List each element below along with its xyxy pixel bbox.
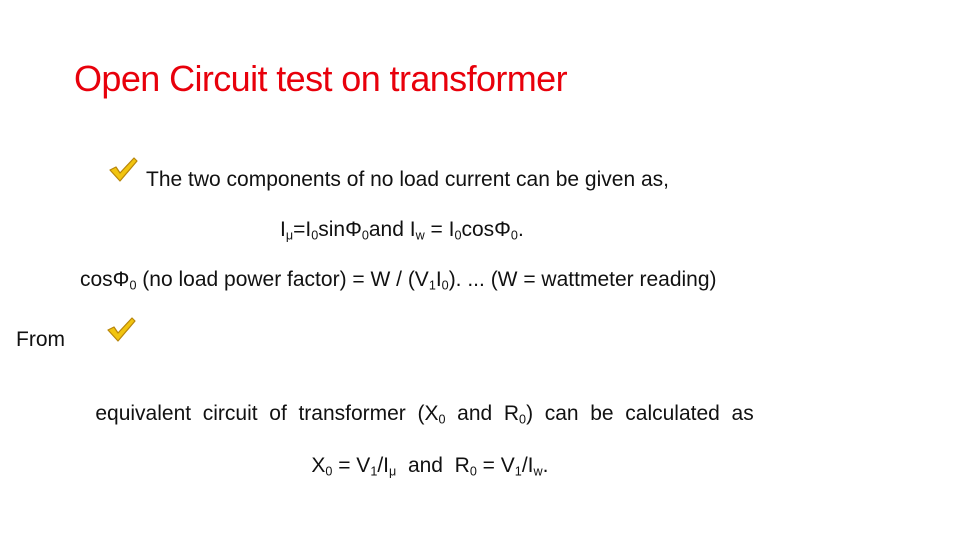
equivalent-circuit-text: equivalent circuit of transformer ($X_0$ and $R_0$) can be calculated as bbox=[95, 402, 754, 427]
slide-title: Open Circuit test on transformer bbox=[74, 58, 567, 99]
from-label: From bbox=[16, 328, 65, 351]
equation-x0-r0: $X_0 = V_1/I_\mu$ and $R_0 = V_1/I_w$. bbox=[311, 454, 549, 479]
checkmark-icon bbox=[108, 156, 138, 182]
equation-power-factor: cosΦ$_0$ (no load power factor) = W / $(V_1I_0)$. ... (W = wattmeter reading) bbox=[80, 268, 717, 293]
checkmark-icon bbox=[106, 316, 136, 342]
equation-current-components: $I_\mu=I_0\sin\Phi_0and$ $I_w = I_0\cos\Phi_0$. bbox=[280, 218, 524, 243]
bullet-text-components: The two components of no load current can be given as, bbox=[146, 168, 669, 191]
